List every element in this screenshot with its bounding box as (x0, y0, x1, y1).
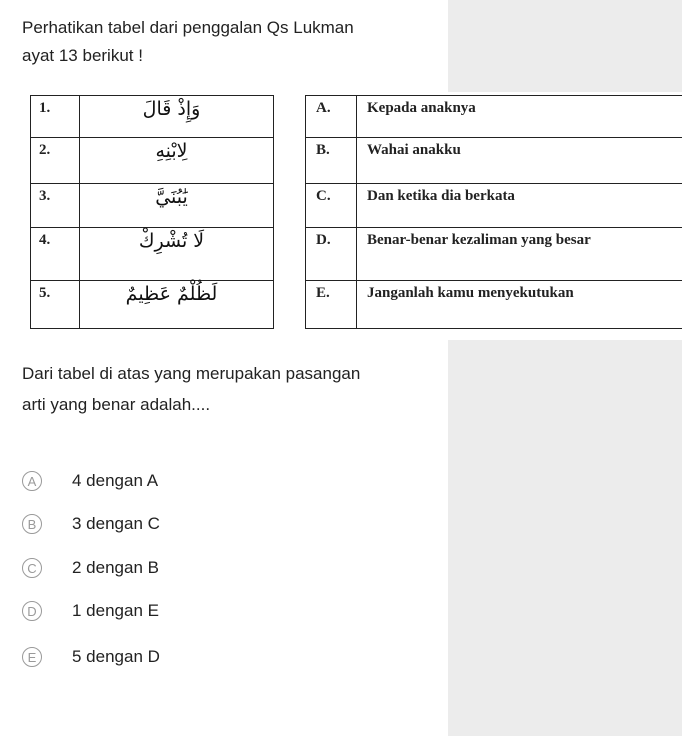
table-row (31, 281, 274, 329)
meaning-text: Janganlah kamu menyekutukan (357, 281, 682, 329)
option-b[interactable] (22, 511, 160, 537)
row-number: 1. (31, 96, 80, 138)
row-letter: B. (306, 138, 357, 184)
table-row (31, 184, 274, 228)
arabic-phrase: وَإِذْ قَالَ (80, 96, 274, 138)
option-label: 5 dengan D (72, 647, 160, 666)
gray-panel-top (448, 0, 682, 92)
option-radio-c[interactable]: C (22, 558, 42, 578)
row-letter: D. (306, 228, 357, 281)
prompt-line-1: Dari tabel di atas yang merupakan pasangan (22, 364, 361, 383)
row-number: 2. (31, 138, 80, 184)
arabic-phrase: لَا تُشْرِكْ (80, 228, 274, 281)
table-row (306, 138, 682, 184)
table-row (306, 228, 682, 281)
option-e[interactable] (22, 644, 160, 670)
option-d[interactable] (22, 598, 159, 624)
table-row (306, 96, 682, 138)
meaning-text: Dan ketika dia berkata (357, 184, 682, 228)
row-number: 4. (31, 228, 80, 281)
meaning-text: Wahai anakku (357, 138, 682, 184)
question-line-1: Perhatikan tabel dari penggalan Qs Lukman (22, 18, 354, 37)
gray-panel-bottom (448, 340, 682, 736)
row-letter: A. (306, 96, 357, 138)
prompt-line-2: arti yang benar adalah.... (22, 395, 211, 414)
option-label: 1 dengan E (72, 601, 159, 620)
table-row (306, 281, 682, 329)
table-row (31, 138, 274, 184)
arabic-phrase: لَظُلْمٌ عَظِيمٌ (80, 281, 274, 329)
question-line-2: ayat 13 berikut ! (22, 46, 143, 65)
row-number: 5. (31, 281, 80, 329)
option-label: 2 dengan B (72, 558, 159, 577)
option-radio-e[interactable]: E (22, 647, 42, 667)
row-letter: E. (306, 281, 357, 329)
meaning-table (305, 95, 682, 329)
row-letter: C. (306, 184, 357, 228)
table-row (31, 228, 274, 281)
arabic-table (30, 95, 274, 329)
question-text (22, 14, 422, 70)
meaning-text: Kepada anaknya (357, 96, 682, 138)
option-label: 3 dengan C (72, 514, 160, 533)
option-c[interactable] (22, 555, 159, 581)
row-number: 3. (31, 184, 80, 228)
option-a[interactable] (22, 468, 158, 494)
option-radio-d[interactable]: D (22, 601, 42, 621)
table-row (31, 96, 274, 138)
option-radio-a[interactable]: A (22, 471, 42, 491)
prompt-text (22, 358, 432, 420)
option-radio-b[interactable]: B (22, 514, 42, 534)
arabic-phrase: يَٰبُنَيَّ (80, 184, 274, 228)
arabic-phrase: لِابْنِهِ (80, 138, 274, 184)
option-label: 4 dengan A (72, 471, 159, 490)
meaning-text: Benar-benar kezaliman yang besar (357, 228, 682, 281)
table-row (306, 184, 682, 228)
